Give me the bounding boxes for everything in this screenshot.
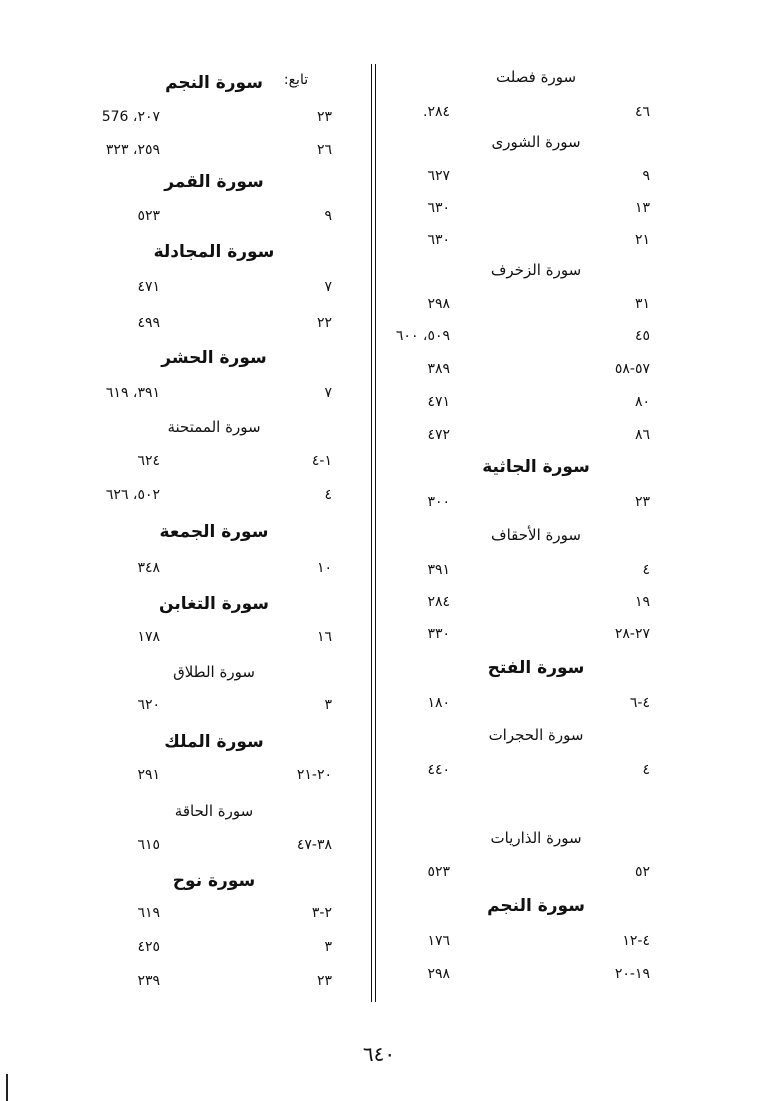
section-title-mulk: سورة الملك	[164, 732, 264, 752]
page-references: ٣٩١	[427, 562, 450, 578]
continued-label: تابع:	[283, 72, 309, 88]
verse-number: ١٦	[316, 629, 332, 645]
page-references: ٤٤٠	[427, 762, 450, 778]
page-references: ٣٠٠	[427, 494, 450, 510]
page-references: ٦١٩	[137, 905, 160, 921]
page-references: ٢٣٩	[137, 973, 160, 989]
page-references: ٤٩٩	[137, 315, 160, 331]
page-references: ٤٧١	[427, 394, 450, 410]
section-title-qamar: سورة القمر	[164, 172, 264, 192]
page-references: ٦٢٠	[137, 697, 160, 713]
verse-number: ٢٣	[316, 109, 332, 125]
verse-number: ٨٠	[634, 394, 650, 410]
page-references: ٢٨٤.	[422, 104, 450, 120]
verse-number: ٢٣	[634, 494, 650, 510]
section-title-hujurat: سورة الحجرات	[488, 726, 584, 744]
verse-number: ١-٤	[311, 453, 332, 469]
scan-edge-mark	[6, 1074, 8, 1101]
page-references: ٥٢٣	[137, 208, 160, 224]
page-references: ٦٢٤	[137, 453, 160, 469]
verse-number: ٢٢	[316, 315, 332, 331]
page-number: ٦٤٠	[362, 1042, 396, 1066]
section-title-najm: سورة النجم	[487, 896, 585, 916]
verse-number: ٤-٦	[629, 695, 650, 711]
verse-number: ٤-١٢	[622, 933, 650, 949]
verse-number: ٩	[642, 168, 650, 184]
verse-number: ٤٥	[634, 328, 650, 344]
page-references: ٦٣٠	[427, 200, 450, 216]
verse-number: ١٩	[634, 594, 650, 610]
verse-number: ٤	[324, 487, 332, 503]
section-title-talaq: سورة الطلاق	[173, 663, 255, 681]
page-references: ٤٢٥	[137, 939, 160, 955]
page-references: ٢٩٨	[427, 296, 450, 312]
section-title-nuh: سورة نوح	[172, 871, 256, 891]
section-title-jathiya: سورة الجاثية	[482, 457, 590, 477]
verse-number: ٤	[642, 562, 650, 578]
verse-number: ٩	[324, 208, 332, 224]
verse-number: ٤	[642, 762, 650, 778]
verse-number: ٤٦	[634, 104, 650, 120]
page-references: ٢٩٨	[427, 966, 450, 982]
verse-number: ٢٣	[316, 973, 332, 989]
page-references: ٦٢٧	[427, 168, 450, 184]
verse-number: ٥٧-٥٨	[614, 361, 650, 377]
verse-number: ٢٦	[316, 142, 332, 158]
verse-number: ٣	[324, 697, 332, 713]
verse-number: ٧	[324, 279, 332, 295]
section-title-zukhruf: سورة الزخرف	[490, 261, 582, 279]
verse-number: ٢-٣	[311, 905, 332, 921]
page-references: ٥٠٩، ٦٠٠	[395, 328, 450, 344]
page-references: ٦١٥	[137, 837, 160, 853]
page-references: ١٨٠	[427, 695, 450, 711]
verse-number: ٨٦	[634, 427, 650, 443]
page-references: ٥٢٣	[427, 864, 450, 880]
page-references: ٤٧١	[137, 279, 160, 295]
section-title-shura: سورة الشورى	[491, 133, 581, 151]
page-references: ٣٣٠	[427, 626, 450, 642]
page-references: ٥٠٢، ٦٢٦	[105, 487, 160, 503]
section-title-mujadila: سورة المجادلة	[153, 242, 275, 262]
verse-number: ٥٢	[634, 864, 650, 880]
section-title-ahqaf: سورة الأحقاف	[491, 526, 581, 544]
section-title-fussilat: سورة فصلت	[495, 68, 577, 86]
page-references: ١٧٨	[137, 629, 160, 645]
page-references: ٢٨٤	[427, 594, 450, 610]
verse-number: ١٣	[634, 200, 650, 216]
section-title-haqqa: سورة الحاقة	[174, 802, 254, 820]
verse-number: ١٩-٢٠	[614, 966, 650, 982]
section-title-mumtahana: سورة الممتحنة	[167, 418, 261, 436]
section-title-jumua: سورة الجمعة	[159, 522, 269, 542]
page-references: ٣٩١، ٦١٩	[105, 385, 160, 401]
page-references: ٣٤٨	[137, 560, 160, 576]
verse-number: ٣١	[634, 296, 650, 312]
verse-number: ٢١	[634, 232, 650, 248]
verse-number: ٧	[324, 385, 332, 401]
section-title-najm-continued: سورة النجم	[165, 73, 263, 93]
page-references: ٣٨٩	[427, 361, 450, 377]
verse-number: ٣٨-٤٧	[296, 837, 332, 853]
section-title-fath: سورة الفتح	[487, 658, 585, 678]
verse-number: ٣	[324, 939, 332, 955]
page-references: ٢٠٧، 576	[101, 109, 160, 125]
page-references: ٦٣٠	[427, 232, 450, 248]
page-references: ٢٩١	[137, 767, 160, 783]
section-title-dhariyat: سورة الذاريات	[490, 829, 582, 847]
verse-number: ١٠	[316, 560, 332, 576]
page-references: ٢٥٩، ٣٢٣	[105, 142, 160, 158]
page-references: ٤٧٢	[427, 427, 450, 443]
verse-number: ٢٠-٢١	[296, 767, 332, 783]
verse-number: ٢٧-٢٨	[614, 626, 650, 642]
section-title-taghabun: سورة التغابن	[159, 594, 269, 614]
section-title-hashr: سورة الحشر	[161, 348, 267, 368]
page-references: ١٧٦	[427, 933, 450, 949]
